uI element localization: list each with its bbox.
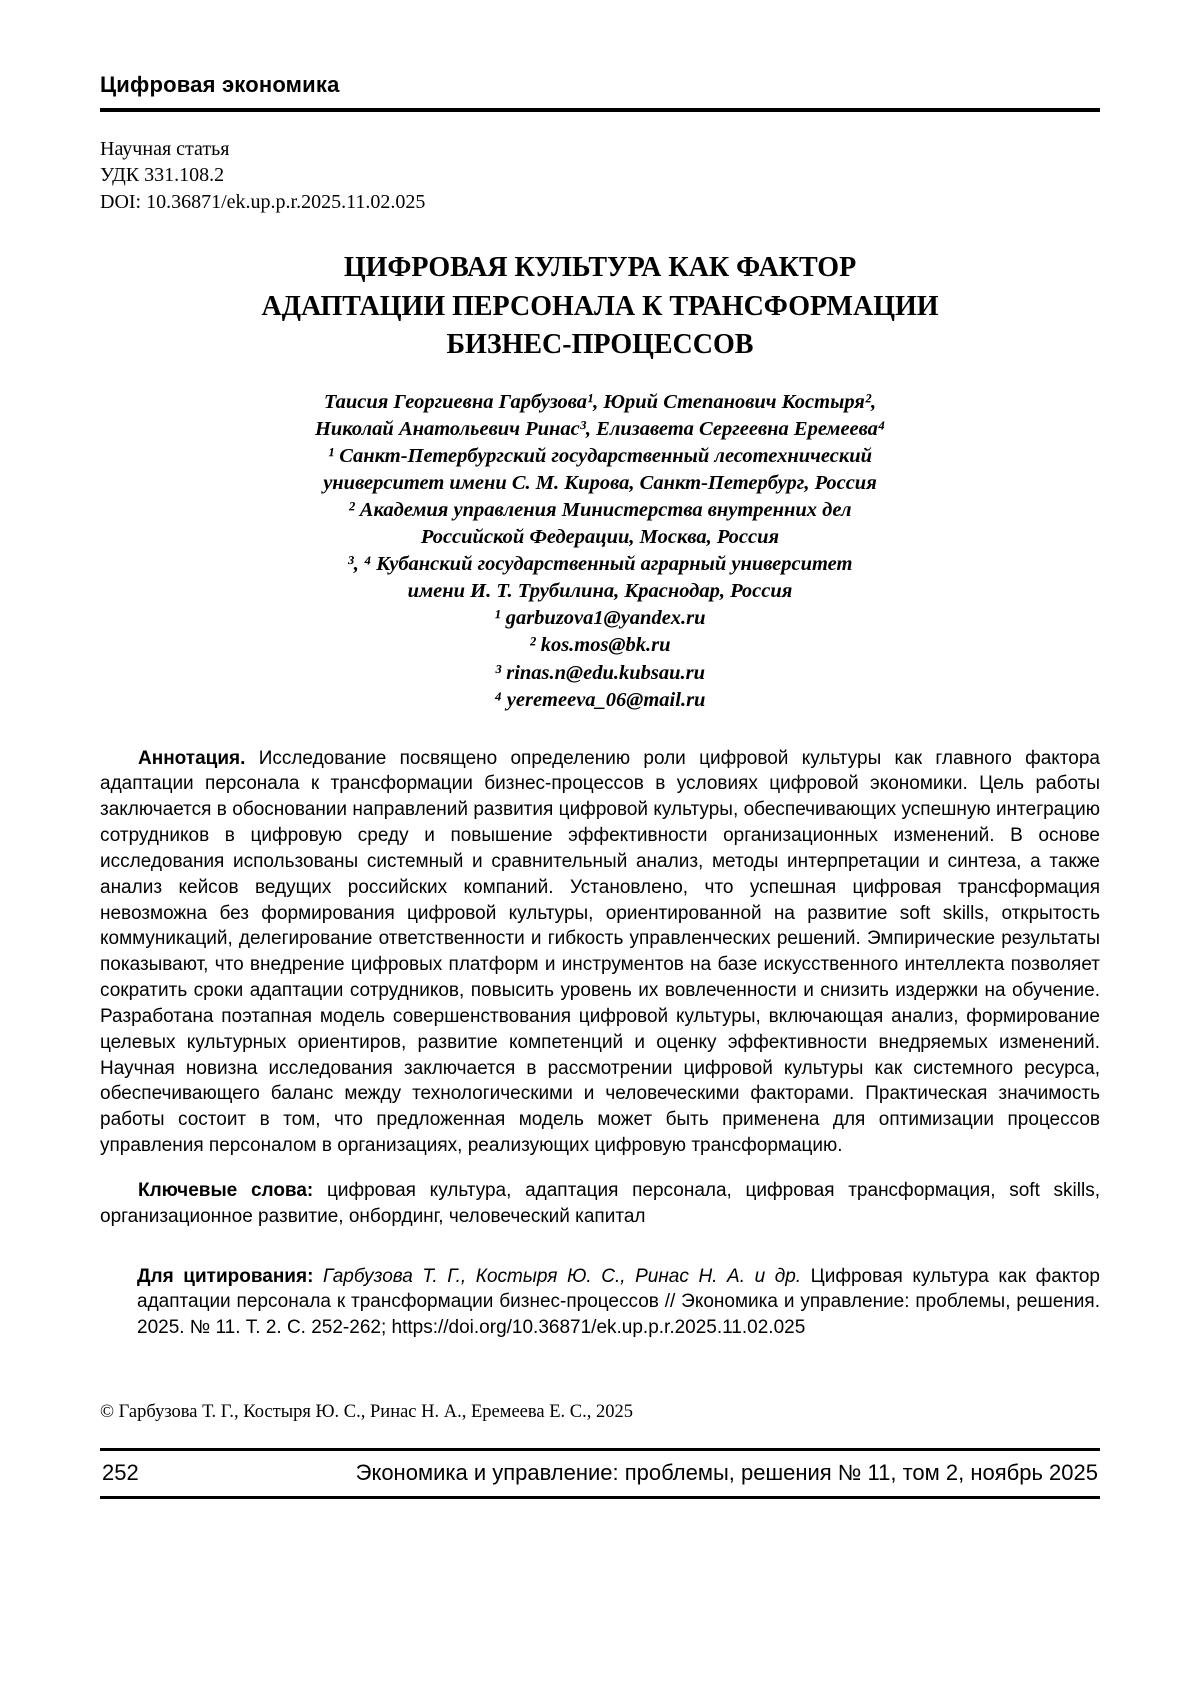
journal-title-line: Экономика и управление: проблемы, решения № 11, том 2, ноябрь 2025 — [355, 1460, 1098, 1485]
email-line: ³ rinas.n@edu.kubsau.ru — [494, 661, 706, 684]
footer-bottom-rule — [100, 1496, 1100, 1499]
section-heading: Цифровая экономика — [100, 72, 340, 97]
email-line: ² kos.mos@bk.ru — [529, 634, 671, 657]
affiliation-line: Российской Федерации, Москва, Россия — [420, 526, 780, 549]
email-line: ⁴ yeremeeva_06@mail.ru — [494, 688, 706, 711]
keywords-text: цифровая культура, адаптация персонала, цифровая трансформация, soft skills, организационное развитие, онбординг, человеческий капитал — [100, 1179, 1100, 1227]
keywords-label: Ключевые слова: — [138, 1179, 314, 1201]
page-footer — [100, 1448, 1100, 1499]
affiliation-line: ³, ⁴ Кубанский государственный аграрный университет — [347, 553, 853, 576]
keywords-paragraph — [100, 1178, 1100, 1230]
abstract-text: Исследование посвящено определению роли цифровой культуры как главного фактора адаптации персонала к трансформации бизнес-процессов в условиях цифровой экономики. Цель работы заключается в обосновании направлений развития цифровой культуры, обеспечивающих успешную интеграцию сотрудников в цифровую среду и повышение эффективности организационных изменений. В основе исследования использованы системный и сравнительный анализ, методы интерпретации и синтеза, а также анализ кейсов ведущих российских компаний. Установлено, что успешная цифровая трансформация невозможна без формирования цифровой культуры, ориентированной на развитие soft skills, открытость коммуникаций, делегирование ответственности и гибкость управленческих решений. Эмпирические результаты показывают, что внедрение цифровых платформ и инструментов на базе искусственного интеллекта позволяет сократить сроки адаптации сотрудников, повысить уровень их вовлеченности и снизить издержки на обучение. Разработана поэтапная модель совершенствования цифровой культуры, включающая анализ, формирование целевых культурных ориентиров, развитие компетенций и оценку эффективности внедряемых изменений. Научная новизна исследования заключается в рассмотрении цифровой культуры как системного ресурса, обеспечивающего баланс между технологическими и человеческими факторами. Практическая значимость работы состоит в том, что предложенная модель может быть применена для оптимизации процессов управления персоналом в организациях, реализующих цифровую трансформацию. — [100, 747, 1100, 1157]
citation-label: Для цитирования: — [137, 1265, 314, 1287]
affiliation-line: имени И. Т. Трубилина, Краснодар, Россия — [407, 580, 793, 603]
citation-text: Цифровая культура как фактор адаптации персонала к трансформации бизнес-процессов // Экономика и управление: проблемы, решения. 2025. № 11. Т. 2. С. 252-262; https://doi.org/10.36871/ek.up.p.r.2025.11.02.025 — [137, 1265, 1100, 1339]
author-line: Таисия Георгиевна Гарбузова¹, Юрий Степанович Костыря², — [323, 391, 877, 414]
abstract-paragraph — [100, 746, 1100, 1159]
title-line: ЦИФРОВАЯ КУЛЬТУРА КАК ФАКТОР — [343, 252, 857, 284]
affiliation-line: ¹ Санкт-Петербургский государственный лесотехнический — [327, 445, 873, 468]
author-line: Николай Анатольевич Ринас³, Елизавета Сергеевна Еремеева⁴ — [314, 418, 886, 441]
udc-number: УДК 331.108.2 — [100, 164, 225, 187]
affiliation-line: ² Академия управления Министерства внутренних дел — [348, 499, 852, 522]
citation-authors: Гарбузова Т. Г., Костыря Ю. С., Ринас Н. А. и др. — [313, 1265, 802, 1287]
abstract-label: Аннотация. — [138, 747, 246, 769]
article-title — [100, 249, 1100, 365]
page-number: 252 — [102, 1460, 139, 1485]
citation-paragraph — [137, 1264, 1100, 1341]
page-content — [100, 0, 1100, 1360]
email-line: ¹ garbuzova1@yandex.ru — [494, 607, 706, 630]
doi-line: DOI: 10.36871/ek.up.p.r.2025.11.02.025 — [100, 190, 426, 213]
affiliation-line: университет имени С. М. Кирова, Санкт-Петербург, Россия — [323, 472, 877, 495]
article-type: Научная статья — [100, 138, 230, 160]
title-line: АДАПТАЦИИ ПЕРСОНАЛА К ТРАНСФОРМАЦИИ — [261, 290, 939, 322]
footer-row — [100, 1451, 1100, 1496]
header-rule — [100, 108, 1100, 112]
copyright-line: © Гарбузова Т. Г., Костыря Ю. С., Ринас Н. А., Еремеева Е. С., 2025 — [100, 1402, 633, 1422]
title-line: БИЗНЕС-ПРОЦЕССОВ — [446, 329, 754, 361]
authors-affiliations — [100, 389, 1100, 714]
article-meta — [100, 136, 1100, 215]
